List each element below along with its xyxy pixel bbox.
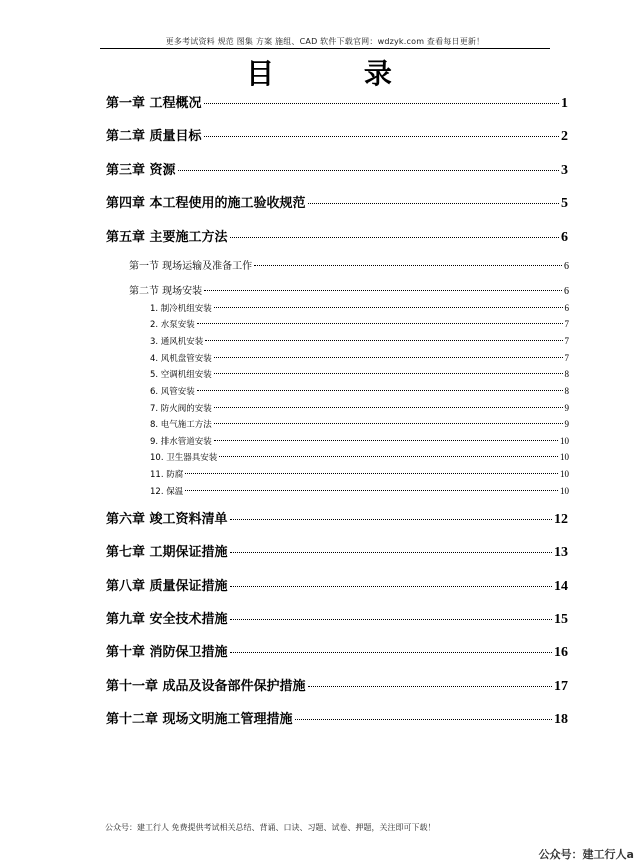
header-rule: [100, 48, 550, 49]
toc-page-number: 10: [560, 469, 569, 479]
toc-page-number: 6: [564, 303, 569, 313]
toc-item-7[interactable]: [150, 402, 569, 414]
header-note: 更多考试资料 规范 图集 方案 施组、CAD 软件下载官网：wdzyk.com 查看每日更新！: [165, 37, 485, 46]
dot-leader: [214, 407, 563, 408]
toc-item-2[interactable]: [150, 318, 569, 330]
toc-page-number: 10: [560, 436, 569, 446]
toc-item-10[interactable]: [150, 451, 569, 463]
dot-leader: [230, 586, 552, 587]
toc-page-number: 3: [561, 163, 568, 178]
toc-chapter-5[interactable]: [106, 226, 568, 246]
toc-item-3[interactable]: [150, 335, 569, 347]
dot-leader: [230, 552, 552, 553]
toc-page-number: 7: [564, 319, 569, 329]
toc-section-2[interactable]: [129, 282, 569, 297]
toc-entry-label: 8. 电气施工方法: [150, 420, 212, 430]
toc-section-1[interactable]: [129, 257, 569, 272]
toc-entry-label: 第七章 工期保证措施: [106, 545, 228, 560]
footer-note: 公众号：建工行人 免费提供考试相关总结、背诵、口诀、习题、试卷、押题，关注即可下载！: [105, 823, 436, 832]
toc-page-number: 9: [564, 403, 569, 413]
dot-leader: [185, 490, 558, 491]
toc-page-number: 7: [564, 336, 569, 346]
toc-entry-label: 4. 风机盘管安装: [150, 354, 212, 364]
toc-chapter-6[interactable]: [106, 508, 568, 528]
dot-leader: [204, 136, 559, 137]
toc-entry-label: 第十章 消防保卫措施: [106, 645, 228, 660]
dot-leader: [214, 357, 563, 358]
dot-leader: [197, 390, 563, 391]
toc-chapter-12[interactable]: [106, 708, 568, 728]
toc-entry-label: 11. 防腐: [150, 470, 184, 480]
toc-page-number: 9: [564, 419, 569, 429]
toc-page-number: 8: [564, 386, 569, 396]
toc-entry-label: 12. 保温: [150, 487, 184, 497]
toc-page-number: 6: [564, 261, 569, 272]
toc-page-number: 15: [554, 612, 568, 627]
toc-entry-label: 3. 通风机安装: [150, 337, 204, 347]
toc-page-number: 6: [561, 230, 568, 245]
toc-item-9[interactable]: [150, 435, 569, 447]
toc-entry-label: 2. 水泵安装: [150, 320, 195, 330]
toc-entry-label: 第一章 工程概况: [106, 96, 202, 111]
dot-leader: [204, 103, 559, 104]
toc-entry-label: 第九章 安全技术措施: [106, 612, 228, 627]
dot-leader: [308, 203, 559, 204]
dot-leader: [214, 307, 563, 308]
toc-chapter-3[interactable]: [106, 159, 568, 179]
dot-leader: [230, 519, 552, 520]
dot-leader: [205, 340, 562, 341]
toc-entry-label: 第二章 质量目标: [106, 129, 202, 144]
dot-leader: [204, 290, 562, 291]
toc-item-1[interactable]: [150, 302, 569, 314]
toc-entry-label: 7. 防火阀的安装: [150, 404, 212, 414]
dot-leader: [214, 440, 558, 441]
toc-item-12[interactable]: [150, 485, 569, 497]
toc-page-number: 5: [561, 196, 568, 211]
toc-entry-label: 1. 制冷机组安装: [150, 304, 212, 314]
toc-page-number: 16: [554, 645, 568, 660]
toc-chapter-2[interactable]: [106, 125, 568, 145]
toc-chapter-4[interactable]: [106, 192, 568, 212]
toc-chapter-11[interactable]: [106, 675, 568, 695]
toc-chapter-1[interactable]: [106, 92, 568, 112]
toc-entry-label: 6. 风管安装: [150, 387, 195, 397]
toc-page-number: 14: [554, 579, 568, 594]
toc-entry-label: 第十一章 成品及设备部件保护措施: [106, 679, 306, 694]
toc-page-number: 1: [561, 96, 568, 111]
toc-page-number: 6: [564, 286, 569, 297]
toc-entry-label: 第十二章 现场文明施工管理措施: [106, 712, 293, 727]
toc-chapter-10[interactable]: [106, 641, 568, 661]
toc-chapter-8[interactable]: [106, 575, 568, 595]
dot-leader: [230, 652, 552, 653]
dot-leader: [295, 719, 552, 720]
toc-chapter-7[interactable]: [106, 541, 568, 561]
toc-page-number: 10: [560, 452, 569, 462]
toc-page-number: 13: [554, 545, 568, 560]
toc-entry-label: 第五章 主要施工方法: [106, 230, 228, 245]
toc-item-4[interactable]: [150, 352, 569, 364]
toc-entry-label: 第四章 本工程使用的施工验收规范: [106, 196, 306, 211]
toc-entry-label: 第二节 现场安装: [129, 286, 203, 297]
toc-page-number: 12: [554, 512, 568, 527]
toc-entry-label: 第八章 质量保证措施: [106, 579, 228, 594]
toc-item-5[interactable]: [150, 368, 569, 380]
dot-leader: [230, 237, 559, 238]
toc-entry-label: 第三章 资源: [106, 163, 176, 178]
watermark-text: 公众号：建工行人a: [538, 848, 634, 861]
dot-leader: [219, 456, 558, 457]
toc-item-11[interactable]: [150, 468, 569, 480]
toc-page-number: 17: [554, 679, 568, 694]
toc-entry-label: 第六章 竣工资料清单: [106, 512, 228, 527]
dot-leader: [214, 423, 563, 424]
page-title: 目 录: [246, 57, 432, 90]
toc-entry-label: 第一节 现场运输及准备工作: [129, 261, 253, 272]
toc-entry-label: 5. 空调机组安装: [150, 370, 212, 380]
toc-entry-label: 10. 卫生器具安装: [150, 453, 218, 463]
dot-leader: [178, 170, 559, 171]
toc-page-number: 18: [554, 712, 568, 727]
toc-entry-label: 9. 排水管道安装: [150, 437, 212, 447]
toc-chapter-9[interactable]: [106, 608, 568, 628]
dot-leader: [230, 619, 552, 620]
dot-leader: [197, 323, 563, 324]
dot-leader: [185, 473, 558, 474]
toc-page-number: 7: [564, 353, 569, 363]
dot-leader: [214, 373, 563, 374]
toc-page-number: 2: [561, 129, 568, 144]
toc-item-8[interactable]: [150, 418, 569, 430]
dot-leader: [254, 265, 562, 266]
toc-page-number: 8: [564, 369, 569, 379]
dot-leader: [308, 686, 552, 687]
toc-page-number: 10: [560, 486, 569, 496]
toc-item-6[interactable]: [150, 385, 569, 397]
